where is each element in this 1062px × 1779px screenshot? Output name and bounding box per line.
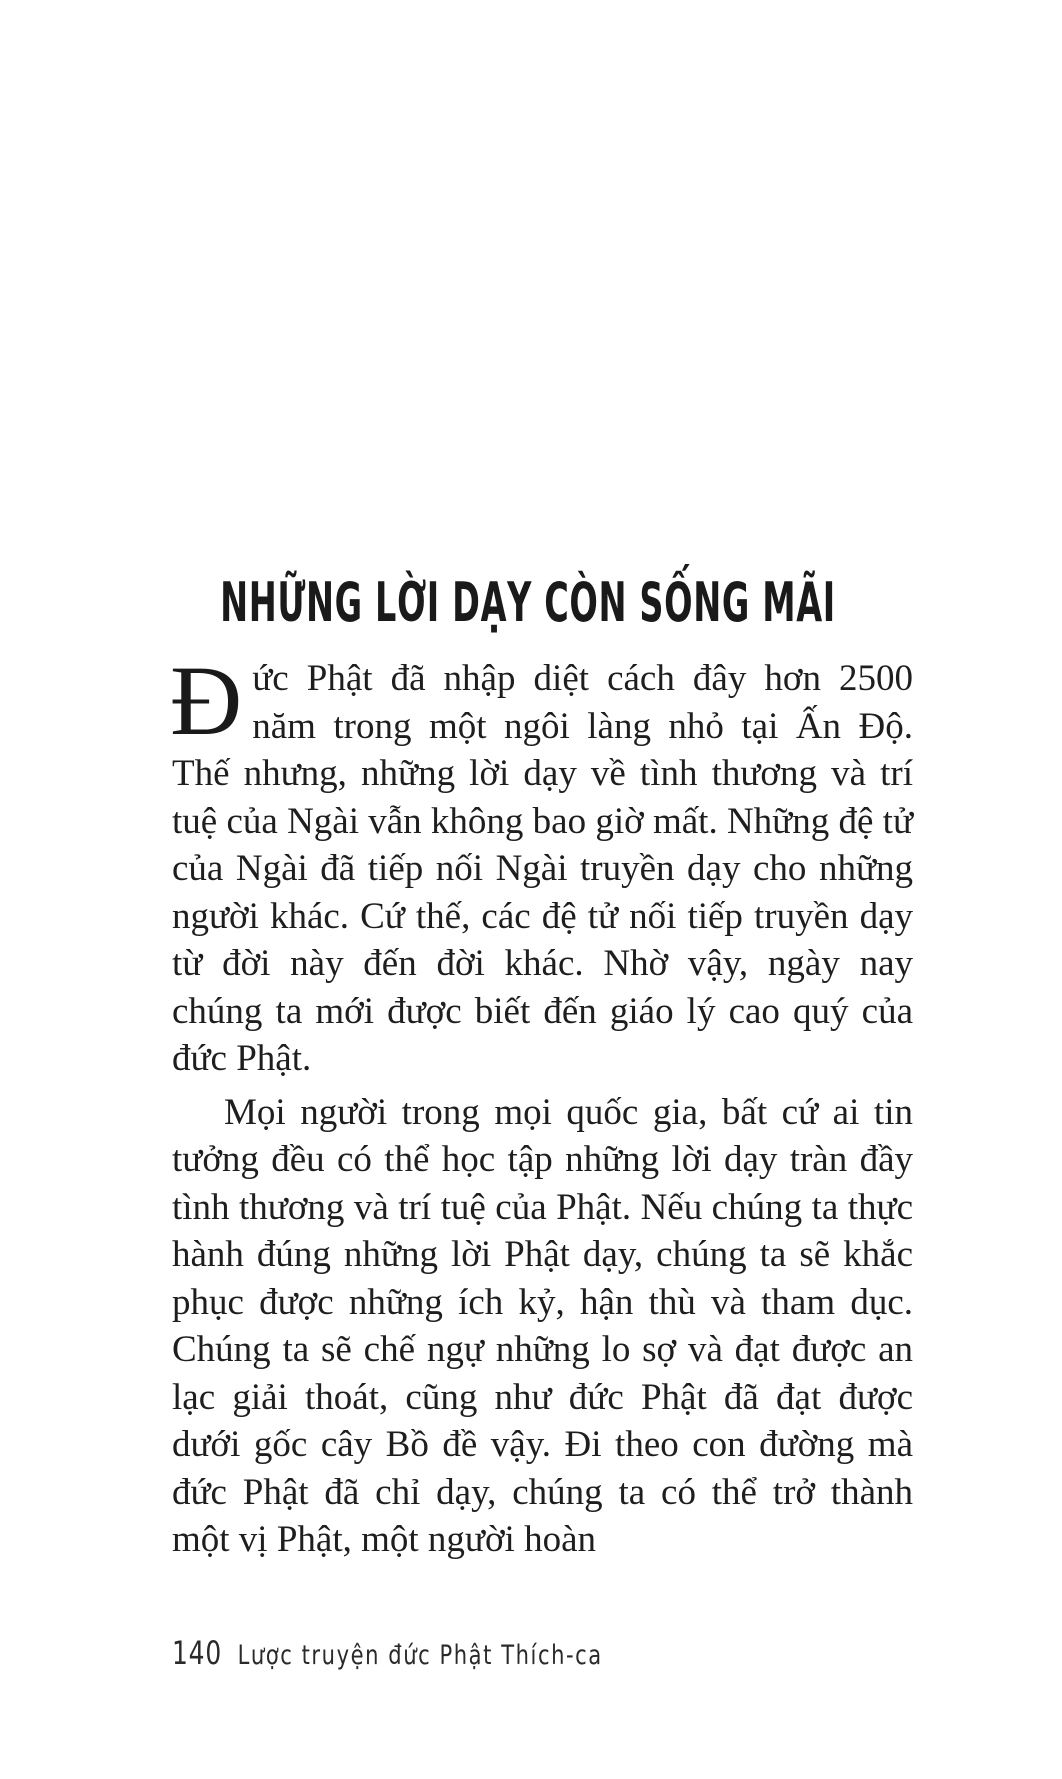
paragraph-1	[170, 645, 913, 1083]
chapter-title: NHỮNG LỜI DẠY CÒN SỐNG MÃI	[220, 571, 836, 635]
page-footer	[172, 1634, 603, 1672]
paragraph-1-text: ức Phật đã nhập diệt cách đây hơn 2500 năm trong một ngôi làng nhỏ tại Ấn Độ. Thế nhưng, những lời dạy về tình thương và trí tuệ của Ngài vẫn không bao giờ mất. Những đệ tử của Ngài đã tiếp nối Ngài truyền dạy cho những người khác. Cứ thế, các đệ tử nối tiếp truyền dạy từ đời này đến đời khác. Nhờ vậy, ngày nay chúng ta mới được biết đến giáo lý cao quý của đức Phật.	[172, 658, 913, 1079]
page-number: 140	[172, 1634, 222, 1672]
paragraph-2: Mọi người trong mọi quốc gia, bất cứ ai tin tưởng đều có thể học tập những lời dạy tràn đầy tình thương và trí tuệ của Phật. Nếu chúng ta thực hành đúng những lời Phật dạy, chúng ta sẽ khắc phục được những ích kỷ, hận thù và tham dục. Chúng ta sẽ chế ngự những lo sợ và đạt được an lạc giải thoát, cũng như đức Phật đã đạt được dưới gốc cây Bồ đề vậy. Đi theo con đường mà đức Phật đã chỉ dạy, chúng ta có thể trở thành một vị Phật, một người hoàn	[172, 1091, 913, 1560]
running-title: Lược truyện đức Phật Thích-ca	[237, 1640, 603, 1671]
drop-cap: Đ	[170, 645, 243, 756]
body-text	[170, 645, 913, 1564]
